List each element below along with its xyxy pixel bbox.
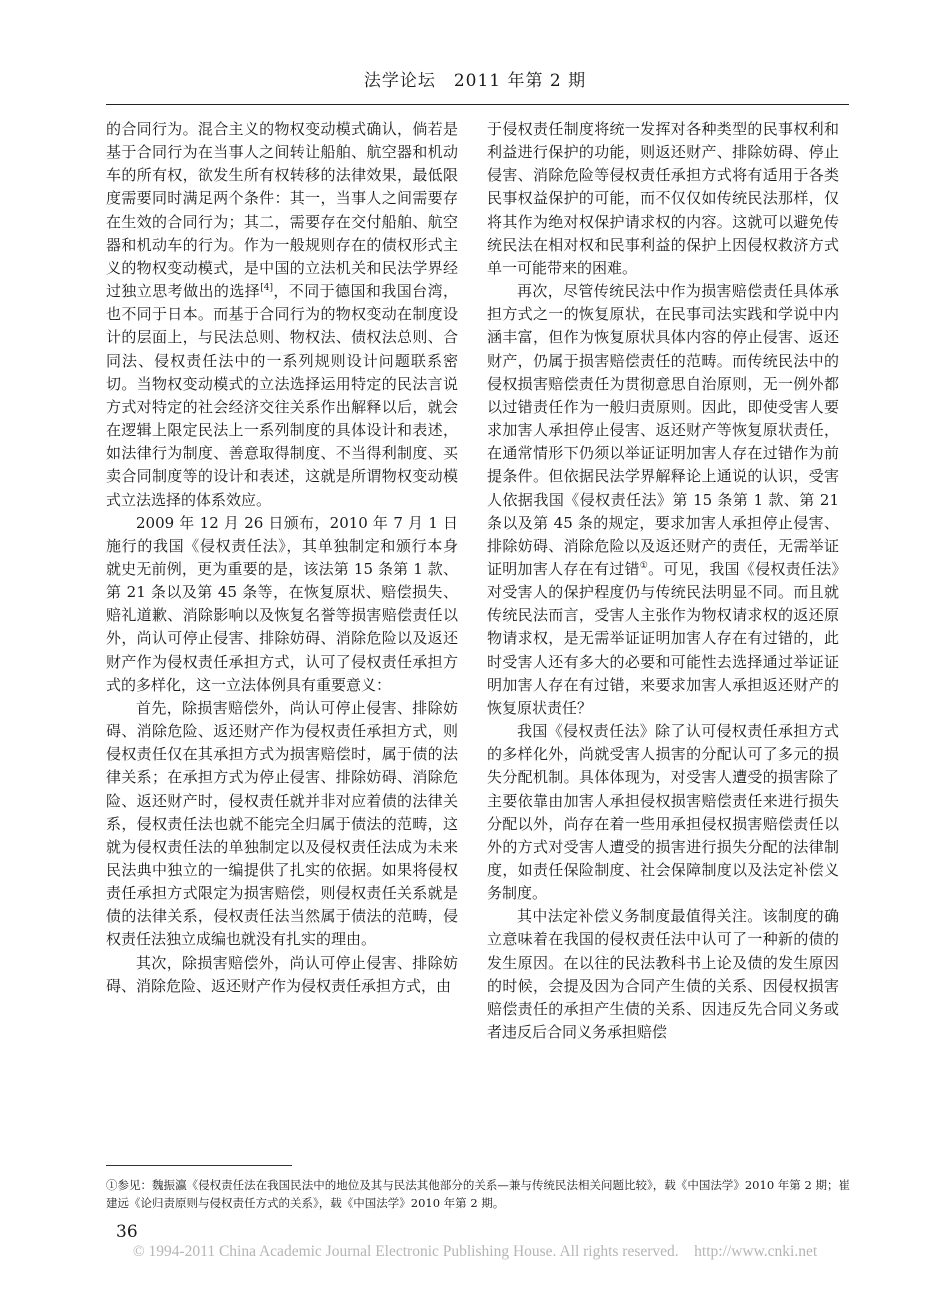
citation-ref[interactable]: [4] (260, 283, 273, 294)
page-number: 36 (116, 1222, 138, 1242)
paragraph-text: 。可见，我国《侵权责任法》对受害人的保护程度仍与传统民法明显不同。而且就传统民法而言，受害人主张作为物权请求权的返还原物请求权，是无需举证证明加害人存在有过错的，此时受害人还有多大的必要和可能性去选择通过举证证明加害人存在有过错，来要求加害人承担返还财产的恢复原状责任？ (487, 559, 839, 717)
paragraph: 我国《侵权责任法》除了认可侵权责任承担方式的多样化外，尚就受害人损害的分配认可了多元的损失分配机制。具体体现为，对受害人遭受的损害除了主要依靠由加害人承担侵权损害赔偿责任来进行损失分配以外，尚存在着一些用承担侵权损害赔偿责任以外的方式对受害人遭受的损害进行损失分配的法律制度，如责任保险制度、社会保障制度以及法定补偿义务制度。 (487, 722, 839, 903)
running-header: 法学论坛 2011 年第 2 期 (363, 71, 587, 91)
footnote-ref[interactable]: ① (639, 560, 649, 571)
footnote-rule (106, 1165, 292, 1166)
header-rule (106, 104, 849, 105)
paragraph (106, 118, 458, 512)
paragraph: 于侵权责任制度将统一发挥对各种类型的民事权利和利益进行保护的功能，则返还财产、排除妨碍、停止侵害、消除危险等侵权责任承担方式将有适用于各类民事权益保护的可能，而不仅仅如传统民法那样，仅将其作为绝对权保护请求权的内容。这就可以避免传统民法在相对权和民事利益的保护上因侵权救济方式单一可能带来的困难。 (487, 120, 839, 277)
paragraph-text: 的合同行为。混合主义的物权变动模式确认，倘若是基于合同行为在当事人之间转让船舶、航空器和机动车的所有权，欲发生所有权转移的法律效果，最低限度需要同时满足两个条件：其一，当事人之间需要存在生效的合同行为；其二，需要存在交付船舶、航空器和机动车的行为。作为一般规则存在的债权形式主义的物权变动模式，是中国的立法机关和民法学界经过独立思考做出的选择 (106, 120, 458, 301)
left-column (106, 118, 458, 998)
copyright-watermark: © 1994-2011 China Academic Journal Electronic Publishing House. All rights reserved. http://www.cnki.net (132, 1243, 818, 1260)
paragraph (487, 280, 839, 720)
paragraph-text: 再次，尽管传统民法中作为损害赔偿责任具体承担方式之一的恢复原状，在民事司法实践和学说中内涵丰富，但作为恢复原状具体内容的停止侵害、返还财产，仍属于损害赔偿责任的范畴。而传统民法中的侵权损害赔偿责任为贯彻意思自治原则，无一例外都以过错责任作为一般归责原则。因此，即使受害人要求加害人承担停止侵害、返还财产等恢复原状责任，在通常情形下仍须以举证证明加害人存在过错作为前提条件。但依据民法学界解释论上通说的认识，受害人依据我国《侵权责任法》第 15 条第 1 款、第 21 条以及第 45 条的规定，要求加害人承担停止侵害、排除妨碍、消除危险以及返还财产的责任，无需举证证明加害人存在有过错 (487, 282, 839, 578)
paragraph: 2009 年 12 月 26 日颁布，2010 年 7 月 1 日施行的我国《侵权责任法》，其单独制定和颁行本身就史无前例，更为重要的是，该法第 15 条第 1 款、第 21 条以及第 45 条等，在恢复原状、赔偿损失、赔礼道歉、消除影响以及恢复名誉等损害赔偿责任以外，尚认可停止侵害、排除妨碍、消除危险以及返还财产作为侵权责任承担方式，认可了侵权责任承担方式的多样化，这一立法体例具有重要意义： (106, 513, 458, 694)
paragraph: 其次，除损害赔偿外，尚认可停止侵害、排除妨碍、消除危险、返还财产作为侵权责任承担方式，由 (106, 953, 458, 995)
paragraph: 其中法定补偿义务制度最值得关注。该制度的确立意味着在我国的侵权责任法中认可了一种新的债的发生原因。在以往的民法教科书上论及债的发生原因的时候，会提及因为合同产生债的关系、因侵权损害赔偿责任的承担产生债的关系、因违反先合同义务或者违反后合同义务承担赔偿 (487, 907, 839, 1042)
footnote: ①参见：魏振瀛《侵权责任法在我国民法中的地位及其与民法其他部分的关系—兼与传统民法相关问题比较》，载《中国法学》2010 年第 2 期；崔建远《论归责原则与侵权责任方式的关系》，载《中国法学》2010 年第 2 期。 (106, 1178, 850, 1210)
paragraph: 首先，除损害赔偿外，尚认可停止侵害、排除妨碍、消除危险、返还财产作为侵权责任承担方式，则侵权责任仅在其承担方式为损害赔偿时，属于债的法律关系；在承担方式为停止侵害、排除妨碍、消除危险、返还财产时，侵权责任就并非对应着债的法律关系，侵权责任法也就不能完全归属于债法的范畴，这就为侵权责任法的单独制定以及侵权责任法成为未来民法典中独立的一编提供了扎实的依据。如果将侵权责任承担方式限定为损害赔偿，则侵权责任关系就是债的法律关系，侵权责任法当然属于债法的范畴，侵权责任法独立成编也就没有扎实的理由。 (106, 698, 458, 949)
paragraph-text: ，不同于德国和我国台湾，也不同于日本。而基于合同行为的物权变动在制度设计的层面上，与民法总则、物权法、债权法总则、合同法、侵权责任法中的一系列规则设计问题联系密切。当物权变动模式的立法选择运用特定的民法言说方式对特定的社会经济交往关系作出解释以后，就会在逻辑上限定民法上一系列制度的具体设计和表述，如法律行为制度、善意取得制度、不当得利制度、买卖合同制度等的设计和表述，这就是所谓物权变动模式立法选择的体系效应。 (106, 282, 458, 509)
right-column (487, 118, 839, 1044)
